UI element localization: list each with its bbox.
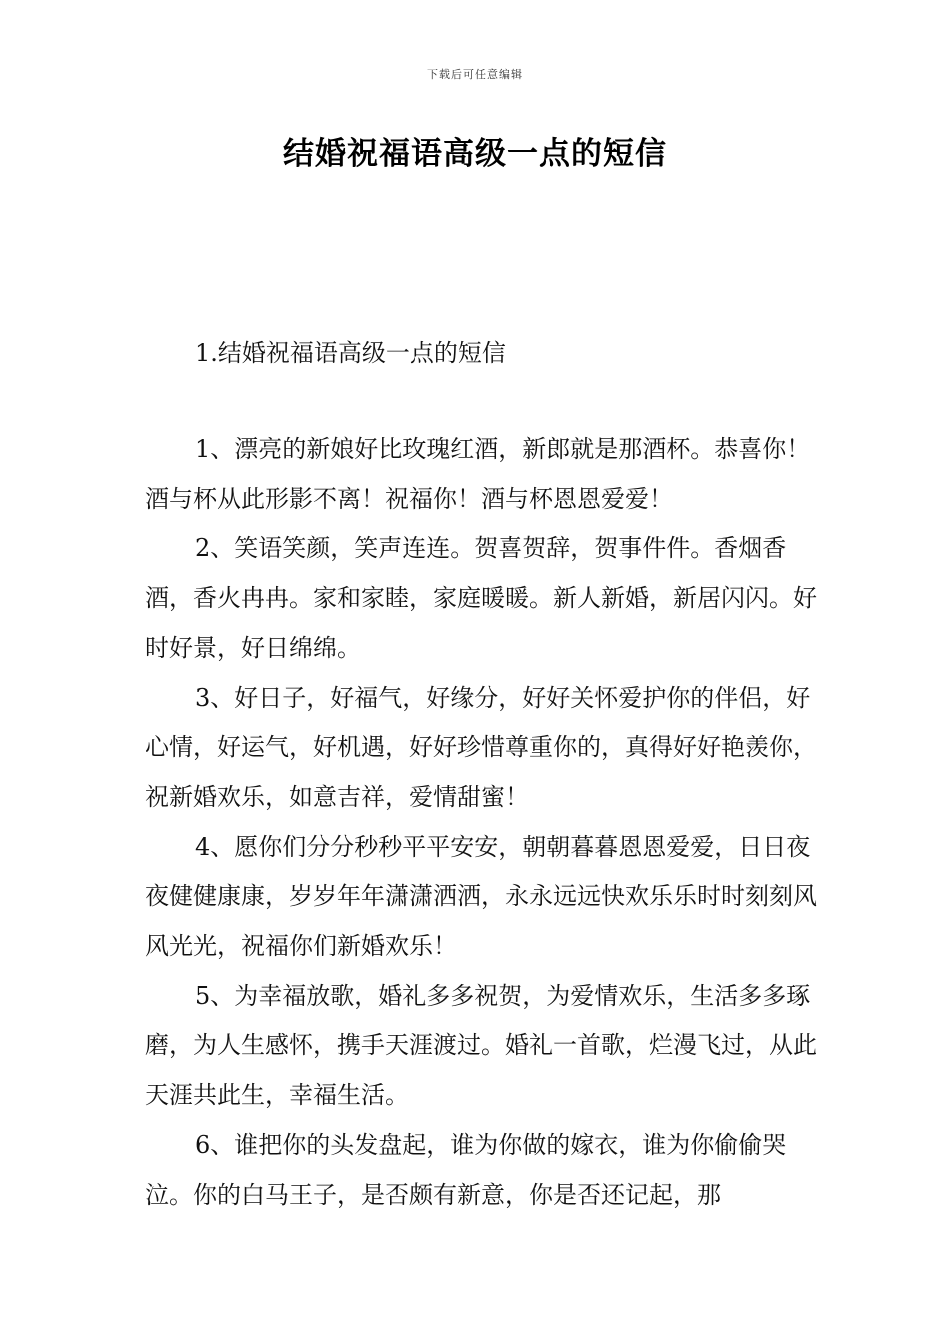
paragraph-4: 4、愿你们分分秒秒平平安安，朝朝暮暮恩恩爱爱，日日夜夜健健康康，岁岁年年潇潇洒洒，永永远远快欢乐乐时时刻刻风风光光，祝福你们新婚欢乐！: [145, 832, 817, 961]
paragraph-1: 1、漂亮的新娘好比玫瑰红酒，新郎就是那酒杯。恭喜你！酒与杯从此形影不离！祝福你！酒与杯恩恩爱爱！: [145, 435, 811, 513]
download-note: 下载后可任意编辑: [427, 68, 523, 81]
paragraph-6: 6、谁把你的头发盘起，谁为你做的嫁衣，谁为你偷偷哭泣。你的白马王子，是否颇有新意，你是否还记起，那: [145, 1130, 787, 1209]
document-title: 结婚祝福语高级一点的短信: [283, 136, 667, 172]
paragraph-5: 5、为幸福放歌，婚礼多多祝贺，为爱情欢乐，生活多多琢磨，为人生感怀，携手天涯渡过。婚礼一首歌，烂漫飞过，从此天涯共此生，幸福生活。: [145, 981, 817, 1110]
body-text: [145, 425, 825, 1220]
section-heading: 1.结婚祝福语高级一点的短信: [195, 339, 506, 367]
paragraph-3: 3、好日子，好福气，好缘分，好好关怀爱护你的伴侣，好心情，好运气，好机遇，好好珍惜尊重你的，真得好好艳羡你，祝新婚欢乐，如意吉祥，爱情甜蜜！: [145, 683, 817, 811]
paragraph-2: 2、笑语笑颜，笑声连连。贺喜贺辞，贺事件件。香烟香酒，香火冉冉。家和家睦，家庭暖暖。新人新婚，新居闪闪。好时好景，好日绵绵。: [145, 534, 817, 662]
